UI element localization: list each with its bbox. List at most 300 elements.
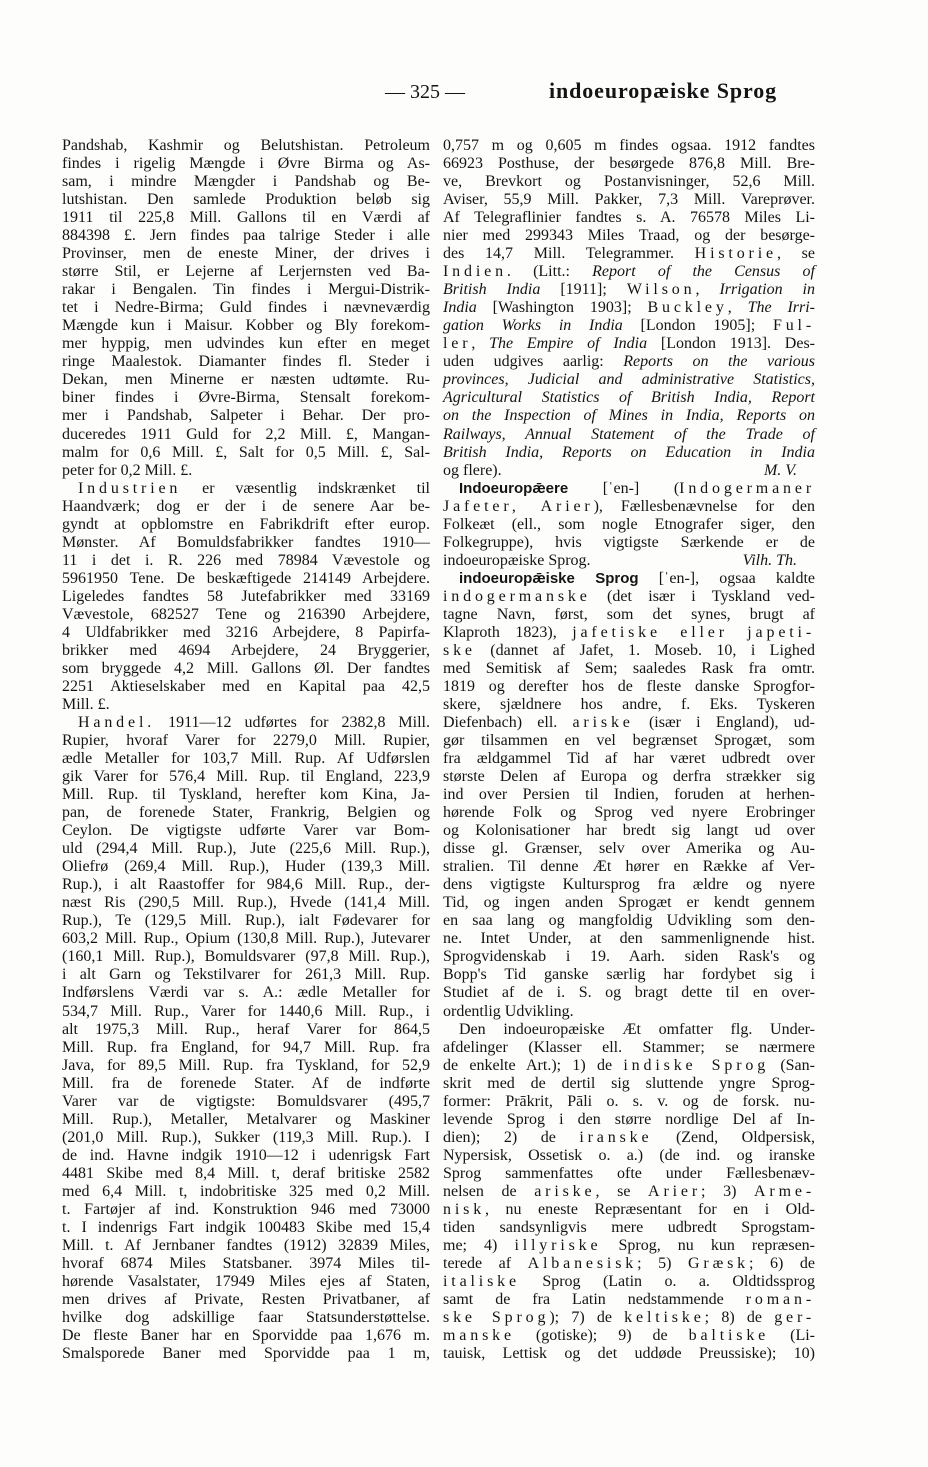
text-run: [Washington 1903]; [476,299,648,317]
text-run: 534,7 Mill. Rup., Varer for 1440,6 Mill. Rup., i [62,1002,430,1020]
paragraph [62,137,430,480]
text-run: 5961950 Tene. De beskæftigede 214149 Arbejdere. [62,569,430,587]
entry-headword: Indoeuropǣere [459,479,569,497]
text-line [62,1327,430,1345]
text-line [443,173,815,191]
text-line [443,263,815,281]
text-run: t. Fartøjer af ind. Konstruktion 946 med 73000 [62,1200,430,1218]
text-run: er væsentlig indskrænket til [181,479,430,497]
text-line [62,732,430,750]
text-line [62,1237,430,1255]
text-run: Nypersisk, Ossetisk o. a.) (de ind. og iranske [443,1146,815,1164]
text-run: afdelinger (Klasser ell. Stammer; se nærmere [443,1038,815,1056]
text-line [443,480,815,498]
italic-text: Irrigation in [719,281,816,299]
text-run: hørende Folk og Sprog ved nyere Erobringer [443,804,815,822]
spaced-emphasis-text: Græsk [688,1254,750,1272]
text-line [62,912,430,930]
text-run: Rup.), i alt Raastoffer for 984,6 Mill. Rup., der- [62,876,430,894]
italic-text: Report of the Census of [592,263,815,281]
text-run: Mill. Rup. fra England, for 94,7 Mill. Rup. fra [62,1038,430,1056]
text-line [443,840,815,858]
text-line [443,732,815,750]
text-run: samt de fra Latin nedstammende [443,1291,746,1308]
text-run: Haandværk; dog er der i de senere Aar be- [62,497,430,515]
text-run: malm for 0,6 Mill. £, Salt for 0,5 Mill. £, Sal- [62,443,430,461]
text-run: hvoraf 6874 Miles Statsbaner. 3974 Miles til- [62,1254,430,1272]
text-run: Sprog sammenfattes ofte under Fællesbenæv- [443,1164,815,1182]
text-line [62,1111,430,1129]
text-line [443,353,815,371]
entry-headword: indoeuropǣiske Sprog [459,569,639,587]
text-run: skrit med de dertil sig sluttende yngre Sprog- [443,1074,815,1092]
text-run: Mill. Rup.), Metaller, Metalvarer og Maskiner [62,1110,430,1128]
text-line [443,426,815,444]
text-line [443,1165,815,1183]
spaced-emphasis-text: Ful- [772,317,815,335]
text-line [62,462,430,480]
text-line [443,498,815,516]
text-line [62,281,430,299]
text-run: tagne Navn, først, som det synes, brugt af [443,605,815,623]
text-line [62,894,430,912]
text-run: des 14,7 Mill. Telegrammer. [443,245,695,263]
text-line [62,1147,430,1165]
text-run: gør tilsammen en vel begrænset Sprogæt, som [443,732,815,750]
text-line [62,1039,430,1057]
spaced-emphasis-text: ske Sprog [443,1309,550,1327]
text-run: (gotiske); 9) de [514,1327,689,1345]
text-line [62,209,430,227]
text-line [62,227,430,245]
text-line [62,696,430,714]
text-line [443,534,815,552]
text-run: og flere). [443,461,502,479]
text-run: (det især i Tyskland ved- [590,587,815,605]
text-run: Dekan, men Minerne er næsten udtømte. Ru- [62,371,430,389]
text-run: lutshistan. Den samlede Produktion beløb sig [62,191,430,209]
text-run: (især i England), ud- [633,714,815,731]
text-run: Ligeledes fandtes 58 Jutefabrikker med 33169 [62,587,430,605]
paragraph [443,480,815,570]
text-line [443,876,815,894]
text-run: fra ældgammel Tid af har været udbredt over [443,750,815,768]
text-run: sam, i mindre Mængder i Pandshab og Be- [62,173,430,191]
text-run: Den indoeuropæiske Æt omfatter flg. Under- [459,1020,815,1038]
spaced-emphasis-text: ler [443,335,472,353]
text-line [443,1237,815,1255]
text-run: indoeuropæiske Sprog. [443,551,591,569]
text-line [62,606,430,624]
text-line [443,552,815,570]
text-line [62,1129,430,1147]
text-line [443,317,815,335]
text-line [62,1093,430,1111]
text-run: 884398 £. Jern findes paa talrige Steder i alle [62,227,430,245]
text-line [62,570,430,588]
text-run: Studiet af de i. S. og bragt dette til en over- [443,984,815,1002]
text-run: Diefenbach) ell. [443,714,573,731]
text-line [443,624,815,642]
text-run: , se [595,1182,649,1200]
text-line [62,804,430,822]
text-run: hørende Vasalstater, 17949 Miles ejes af Staten, [62,1272,430,1290]
text-line [62,480,430,498]
italic-text: on the Inspection of Mines in India, Reports on [443,407,815,425]
text-line [443,714,815,732]
text-line [443,912,815,930]
text-run: Mønster. Af Bomuldsfabrikker fandtes 1910— [62,533,430,551]
text-run: [ˈen-] ( [568,479,680,497]
spaced-emphasis-text: indiske Sprog [623,1056,770,1074]
text-run: 11 i det i. R. 226 med 78984 Vævestole og [62,551,430,569]
text-run: alt 1975,3 Mill. Rup., heraf Varer for 864,5 [62,1020,430,1038]
text-line [443,245,815,263]
text-line [62,966,430,984]
spaced-emphasis-text: ariske [572,714,634,731]
spaced-emphasis-text: ger- [774,1309,815,1327]
text-line [62,371,430,389]
text-run: dien); 2) de [443,1128,580,1146]
paragraph [443,137,815,480]
text-run: findes i rigelig Mængde i Øvre Birma og As- [62,155,430,173]
spaced-emphasis-text: Jafeter, Arier [443,497,594,515]
spaced-emphasis-text: Wilson [626,281,696,299]
text-line [443,1345,815,1363]
text-run: ind over Persien til Indien, foruden at herhen- [443,786,815,804]
italic-text: India [443,299,477,317]
text-line [443,1273,815,1291]
text-run: hvilke dog adskillige faar Statsunderstøttelse. [62,1309,430,1327]
text-run: ; 8) de [704,1309,775,1327]
right-column [443,137,815,1363]
text-run: [1911]; [540,281,627,299]
text-line [443,1219,815,1237]
text-line [62,1255,430,1273]
text-line [443,966,815,984]
text-run: Java, for 89,5 Mill. Rup. fra Tyskland, for 52,9 [62,1056,430,1074]
text-line [62,317,430,335]
text-run: 1911—12 udførtes for 2382,8 Mill. [155,714,430,731]
text-line [62,660,430,678]
text-run: Mill. fra de forenede Stater. Af de indførte [62,1074,430,1092]
paragraph [443,570,815,1021]
text-line [62,173,430,191]
text-run: ringe Maalestok. Diamanter findes fl. Steder i [62,353,430,371]
text-run: med Semitisk af Sem; saaledes Rask fra omtr. [443,659,815,677]
text-line [62,858,430,876]
text-line [443,858,815,876]
text-line [443,137,815,155]
text-run: , nu eneste Repræsentant for en i Old- [485,1200,815,1218]
spaced-emphasis-text: ske [443,641,476,659]
author-signature: Vilh. Th. [742,551,797,569]
text-line [443,1291,815,1309]
text-run: mer hyppig, men udvindes kun efter en meget [62,335,430,353]
text-line [443,1147,815,1165]
text-line [62,137,430,155]
text-line [62,624,430,642]
text-line [62,822,430,840]
text-run: større Stil, er Lejerne af Lerjernsten ved Ba- [62,263,430,281]
text-run: Mill. t. Af Jernbaner fandtes (1912) 32839 Miles, [62,1236,430,1254]
text-line [62,1057,430,1075]
text-line [443,1075,815,1093]
text-line [443,371,815,389]
italic-text: Agricultural Statistics of British India, Report [443,389,815,407]
italic-text: Railways, Annual Statement of the Trade of [443,425,815,443]
text-line [443,930,815,948]
text-run: [London 1913]. Des- [647,335,816,353]
text-line [443,299,815,317]
text-line [443,606,815,624]
text-run: me; 4) [443,1236,515,1254]
text-line [443,570,815,588]
spaced-emphasis-text: italiske [443,1272,520,1290]
text-line [62,191,430,209]
text-run: Folkeæt (ell., som nogle Etnografer siger, den [443,515,815,533]
text-line [62,786,430,804]
text-run: 0,757 m og 0,605 m findes ogsaa. 1912 fandtes [443,137,815,154]
text-line [62,1021,430,1039]
spaced-emphasis-text: baltiske [688,1327,770,1345]
text-run: nier med 299343 Miles Traad, og der besørge- [443,227,815,245]
italic-text: gation Works in India [443,317,623,335]
spaced-emphasis-text: Arme- [754,1182,815,1200]
spaced-emphasis-text: indogermanske [443,587,591,605]
text-line [62,299,430,317]
text-run: Af Telegraflinier fandtes s. A. 76578 Miles Li- [443,209,815,227]
text-line [443,335,815,353]
text-line [62,1003,430,1021]
text-line [443,407,815,425]
text-line [62,444,430,462]
text-run: biner findes i Øvre-Birma, Stensalt forekom- [62,389,430,407]
spaced-emphasis-text: Industrien [78,479,182,497]
text-run: (160,1 Mill. Rup.), Bomuldsvarer (97,8 Mill. Rup.), [62,948,430,966]
text-run: uld (294,4 Mill. Rup.), Jute (225,6 Mill. Rup.), [62,840,430,858]
text-line [443,389,815,407]
text-run: Ceylon. De vigtigste udførte Varer var Bom- [62,822,430,840]
text-run: De fleste Baner har en Sporvidde paa 1,676 m. [62,1327,430,1345]
spaced-emphasis-text: Buckley [647,299,728,317]
text-run: ædle Metaller for 103,7 Mill. Rup. Af Udførslen [62,750,430,768]
text-run: Folkegruppe), hvis vigtigste Særkende er de [443,533,815,551]
text-line [443,804,815,822]
text-run: Sprog, nu kun repræsen- [601,1236,816,1254]
text-line [443,1021,815,1039]
text-line [443,209,815,227]
text-line [443,1003,815,1021]
text-line [443,1327,815,1345]
text-run: peter for 0,2 Mill. £. [62,461,193,479]
text-run: ve, Brevkort og Postanvisninger, 52,6 Mill. [443,173,815,191]
text-run: ), Fællesbenævnelse for den [593,497,815,515]
spaced-emphasis-text: keltiske [624,1309,705,1327]
italic-text: British India [443,281,541,299]
text-run: næst Ris (290,5 Mill. Rup.), Hvede (141,4 Mill. [62,894,430,912]
text-run: Sprogvidenskab i 19. Aarh. siden Rask's og [443,948,815,966]
text-run: former: Prākrit, Pāli o. s. v. og de forsk. nu- [443,1092,815,1110]
text-run: mer i Pandshab, Salpeter i Behar. Der pro- [62,407,430,425]
text-run: men drives af Private, Resten Privatbaner, af [62,1291,430,1308]
text-line [443,678,815,696]
text-run: brikker med 4694 Arbejdere, 24 Bryggerier, [62,641,430,659]
text-line [62,1075,430,1093]
text-run: Mængde kun i Maisur. Kobber og Bly forekom- [62,317,430,335]
text-run: Rup.), Te (129,5 Mill. Rup.), ialt Fødevarer for [62,912,430,930]
text-run: ; 5) [637,1254,689,1272]
page-number: — 325 — [385,81,465,103]
spaced-emphasis-text: manske [443,1327,515,1345]
spaced-emphasis-text: illyriske [514,1236,602,1254]
spaced-emphasis-text: jafetiske eller japeti- [572,623,815,641]
text-line [62,678,430,696]
text-run: skere, sjældnere hos andre, f. Eks. Tyskeren [443,695,815,713]
text-line [443,588,815,606]
text-line [443,1039,815,1057]
text-run: stralien. Til denne Æt hører en Række af Ver- [443,858,815,876]
spaced-emphasis-text: nisk [443,1200,486,1218]
text-run: disse gl. Grænser, selv over Amerika og Au- [443,840,815,858]
spaced-emphasis-text: Arier [648,1182,702,1200]
text-line [62,1165,430,1183]
text-run: gyndt at opblomstre en Fabrikdrift efter europ. [62,515,430,533]
text-line [443,444,815,462]
text-line [443,984,815,1002]
text-line [443,894,815,912]
text-line [62,263,430,281]
text-run: (Zend, Oldpersisk, [652,1128,816,1146]
text-line [443,155,815,173]
text-line [443,696,815,714]
text-line [62,588,430,606]
text-run: ; 6) de [749,1254,815,1272]
text-line [62,155,430,173]
text-run: duceredes 1911 Guld for 2,2 Mill. £, Mangan- [62,425,430,443]
text-run: ; 3) [701,1182,755,1200]
text-line [62,1273,430,1291]
text-run: i alt Garn og Tekstilvarer for 261,3 Mill. Rup. [62,966,430,984]
text-line [62,984,430,1002]
text-run: pan, de forenede Stater, Frankrig, Belgien og [62,804,430,822]
text-run: [ˈen-], ogsaa kaldte [638,569,815,587]
text-line [62,714,430,732]
text-run: 1911 til 225,8 Mill. Gallons til en Værdi af [62,209,430,227]
text-line [62,335,430,353]
text-run: , [695,281,720,299]
text-run: 4 Uldfabrikker med 3216 Arbejdere, 8 Papirfa- [62,623,430,641]
text-line [443,191,815,209]
text-run: uden udgives aarlig: [443,353,624,371]
italic-text: provinces, Judicial and administrative Statistics, [443,371,815,389]
text-line [443,642,815,660]
text-line [62,948,430,966]
text-line [443,1057,815,1075]
text-run: , [471,335,490,353]
text-line [443,822,815,840]
text-run: 603,2 Mill. Rup., Opium (130,8 Mill. Rup.), Jutevarer [62,930,430,948]
italic-text: The Empire of India [489,335,648,353]
text-run: terede af [443,1254,528,1272]
text-run: 66923 Posthuse, der besørgede 876,8 Mill. Bre- [443,155,815,173]
text-run: ordentlig Udvikling. [443,1002,574,1020]
text-line [443,281,815,299]
text-run: Tid, og ingen anden Sprogæt er kendt gennem [443,894,815,912]
text-run: (Li- [769,1327,816,1345]
text-run: og Kolonisationer har bredt sig langt ud over [443,822,815,840]
text-run: . (Litt.: [506,263,593,281]
text-line [62,642,430,660]
text-run: nelsen de [443,1182,535,1200]
text-line [62,768,430,786]
text-line [443,516,815,534]
text-run: Varer var de vigtigste: Bomuldsvarer (495,7 [62,1092,430,1110]
spaced-emphasis-text: Historie [694,245,777,263]
text-run: ne. Intet Under, at den sammenlignende hist. [443,930,815,948]
spaced-emphasis-text: iranske [579,1128,653,1146]
text-run: gik Varer for 576,4 Mill. Rup. til England, 223,9 [62,768,430,786]
text-run: 2251 Aktieselskaber med en Kapital paa 42,5 [62,677,430,695]
text-run: største Delen af Europa og derfra strækker sig [443,768,815,786]
italic-text: British India, Reports on Education in India [443,443,815,461]
text-line [443,1201,815,1219]
text-run: Smalsporede Baner med Sporvidde paa 1 m, [62,1345,430,1363]
text-run: Indførslens Værdi var s. A.: ædle Metaller for [62,984,430,1002]
text-run: t. I indenrigs Fart indgik 100483 Skibe med 15,4 [62,1218,430,1236]
spaced-emphasis-text: Indogermaner [679,479,815,497]
text-line [62,840,430,858]
text-run: tauisk, Lettisk og det uddøde Preussiske); 10) [443,1345,815,1363]
spaced-emphasis-text: ariske [534,1182,596,1200]
text-line [62,389,430,407]
text-run: de enkelte Art.); 1) de [443,1056,624,1074]
text-line [62,534,430,552]
text-run: Klaproth 1823), [443,623,573,641]
text-line [62,1291,430,1309]
italic-text: The Irri- [747,299,816,317]
text-run: ); 7) de [549,1309,625,1327]
text-run: Mill. Rup. til Tyskland, herefter kom Kina, Ja- [62,786,430,804]
text-line [62,1309,430,1327]
text-run: de ind. Havne indgik 1910—12 i udenrigsk Fart [62,1146,430,1164]
text-line [443,786,815,804]
text-line [62,1201,430,1219]
text-run: Pandshab, Kashmir og Belutshistan. Petroleum [62,137,430,154]
text-line [62,245,430,263]
text-line [443,1309,815,1327]
text-line [443,227,815,245]
text-line [62,516,430,534]
text-run: Aviser, 55,9 Mill. Pakker, 7,3 Mill. Vareprøver. [443,191,815,209]
text-run: , [727,299,748,317]
text-line [62,1183,430,1201]
text-line [443,1183,815,1201]
text-line [443,768,815,786]
text-run: dens vigtigste Kultursprog fra ældre og nyere [443,876,815,894]
spaced-emphasis-text: Albanesisk [527,1254,638,1272]
text-run: tet i Nedre-Birma; Guld findes i nævneværdig [62,299,430,317]
text-line [443,1111,815,1129]
spaced-emphasis-text: Indien [443,263,507,281]
text-line [62,407,430,425]
text-run: Oliefrø (269,4 Mill. Rup.), Huder (139,3 Mill. [62,858,430,876]
text-line [62,750,430,768]
text-line [62,1345,430,1363]
text-line [443,660,815,678]
text-line [443,1255,815,1273]
text-line [62,426,430,444]
